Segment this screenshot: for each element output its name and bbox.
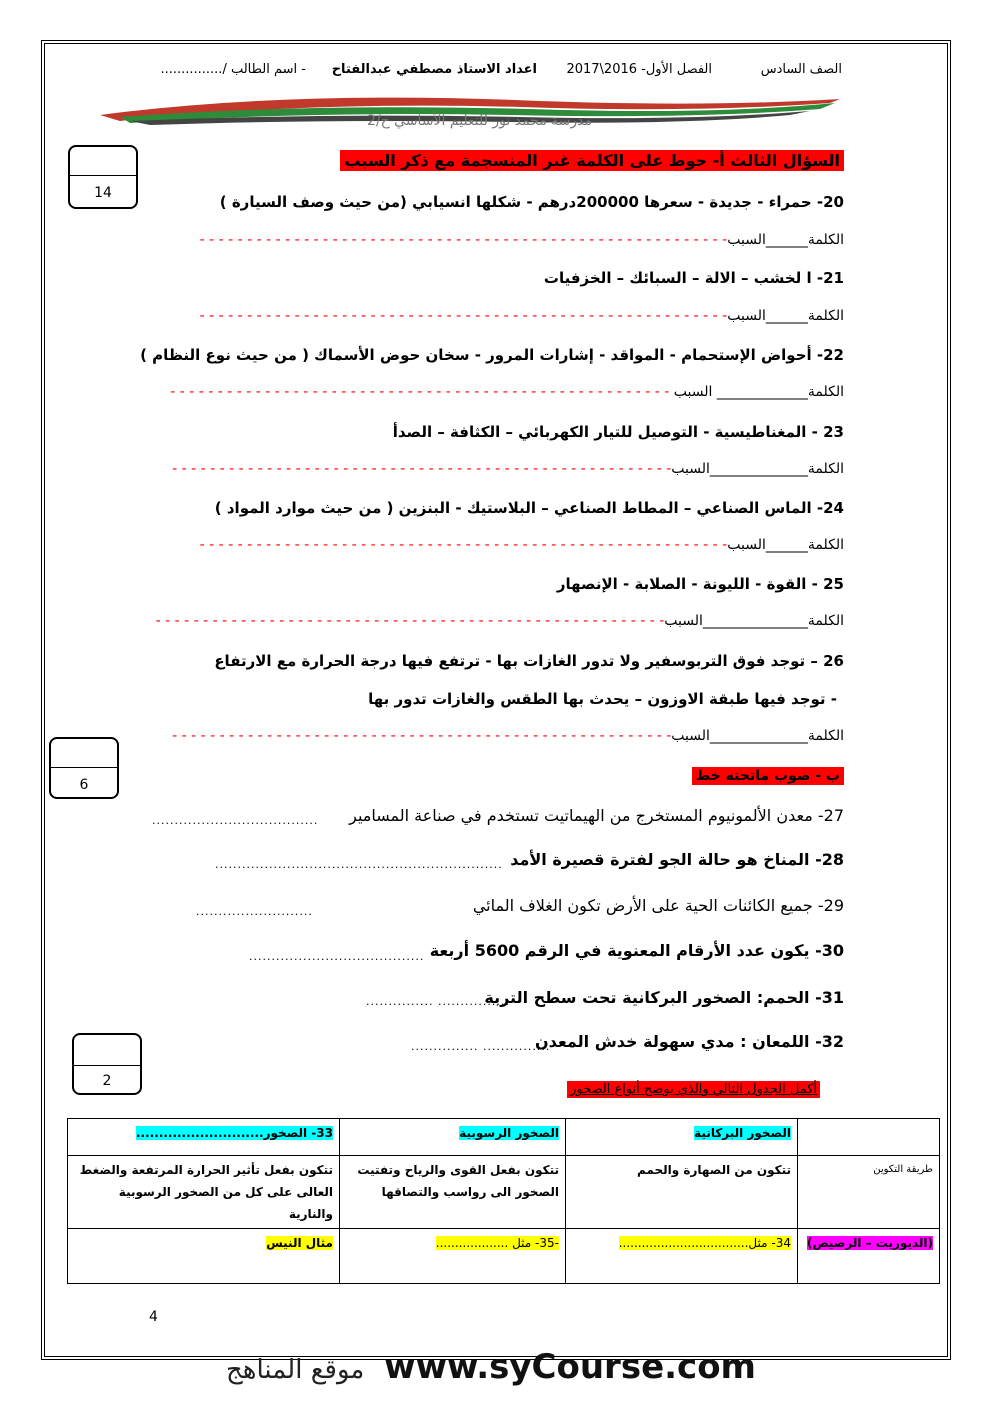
example-metamorphic: مثال النيس [68, 1229, 340, 1284]
table-header-row [68, 1119, 940, 1156]
student-name-field: - اسم الطالب /............... [160, 62, 306, 77]
section-a-title-text: السؤال الثالث أ- حوط على الكلمة غير المنسجمة مع ذكر السبب [340, 150, 844, 171]
reason-label: السبب [727, 232, 766, 248]
correction-line-32[interactable]: ............... ............... [411, 1040, 551, 1053]
question-21: 21- ا لخشب – الالة – السبائك – الخزفيات [543, 269, 844, 287]
correction-line-30[interactable]: ....................................... [249, 950, 425, 963]
table-title [567, 1078, 820, 1097]
table-header-sedimentary: الصخور الرسوبية [340, 1119, 566, 1156]
score-box-14 [68, 145, 138, 209]
formation-metamorphic: تتكون بفعل تأثير الحرارة المرتفعة والضغط العالى على كل من الصخور الرسوبية والنارية [68, 1156, 340, 1229]
statement-number: 29- [817, 896, 844, 915]
correction-line-31[interactable]: ............... ................ [366, 995, 510, 1008]
reason-label: السبب [671, 461, 710, 477]
statement-32 [535, 1032, 844, 1051]
table-header-volcanic: الصخور البركانية [566, 1119, 798, 1156]
example-label: (الديوريت – الرصيص) [798, 1229, 940, 1284]
score-value: 6 [79, 777, 89, 793]
question-26-line2: - توجد فيها طبقة الاوزون – يحدث بها الطقس والغازات تدور بها [368, 690, 837, 708]
statement-30 [430, 941, 844, 960]
section-b-title [692, 765, 844, 784]
correction-line-27[interactable]: ..................................... [152, 814, 319, 827]
question-25: 25 - القوة - الليونة - الصلابة - الإنصهار [556, 575, 844, 593]
word-label: الكلمة [807, 537, 844, 553]
example-sedimentary[interactable]: -35- مثل ................... [340, 1229, 566, 1284]
reason-label: السبب [727, 308, 766, 324]
answer-line-22[interactable]: الكلمة_____________ السبب - - - - - - - - - - - - - - - - - - - - - - - - - - - - - - - - - - - - - - - - - - - - - - - - - - - - - [170, 384, 844, 400]
statement-31 [484, 988, 844, 1007]
section-a-title [340, 151, 844, 170]
statement-text: جميع الكائنات الحية على الأرض تكون الغلاف المائي [472, 896, 813, 915]
statement-text: الحمم: الصخور البركانية تحت سطح التربة [484, 988, 810, 1007]
statement-number: 27- [817, 806, 844, 825]
formation-volcanic: تتكون من الصهارة والحمم [566, 1156, 798, 1229]
table-title-text: أكمل الجدول التالي والذي يوضح أنواع الصخور [567, 1081, 820, 1098]
footer-arabic: موقع المناهج [226, 1355, 365, 1385]
question-26: 26 – توجد فوق التربوسفير ولا تدور الغازات بها - ترتفع فيها درجة الحرارة مع الارتفاع [214, 652, 844, 670]
statement-29 [473, 896, 844, 915]
word-label: الكلمة [807, 728, 844, 744]
score-box-6 [49, 737, 119, 799]
correction-line-28[interactable]: ................................................................ [215, 858, 503, 871]
statement-number: 28- [815, 850, 844, 869]
statement-27 [349, 806, 844, 825]
answer-line-20[interactable]: الكلمة______السبب- - - - - - - - - - - - - - - - - - - - - - - - - - - - - - - - - - - - - - - - - - - - - - - - - - - - - - - - [199, 232, 844, 248]
page-number: 4 [149, 1309, 158, 1325]
rocks-table [67, 1118, 940, 1284]
formation-label: طريقة التكوين [798, 1156, 940, 1229]
reason-label: السبب [673, 384, 713, 400]
word-label: الكلمة [807, 384, 844, 400]
reason-label: السبب [727, 537, 766, 553]
question-24: 24- الماس الصناعي – المطاط الصناعي – البلاستيك - البنزين ( من حيث موارد المواد ) [214, 499, 844, 517]
answer-line-21[interactable]: الكلمة______السبب- - - - - - - - - - - - - - - - - - - - - - - - - - - - - - - - - - - - - - - - - - - - - - - - - - - - - - - - [199, 308, 844, 324]
answer-line-26[interactable]: الكلمة______________السبب- - - - - - - - - - - - - - - - - - - - - - - - - - - - - - - - - - - - - - - - - - - - - - - - - - - - - [172, 728, 844, 744]
statement-text: المناخ هو حالة الجو لفترة قصيرة الأمد [510, 850, 810, 869]
question-20: 20- حمراء - جديدة - سعرها 200000درهم - شكلها انسيابي (من حيث وصف السيارة ) [219, 193, 844, 211]
term-label: الفصل الأول- 2016\2017 [566, 62, 712, 77]
table-header-empty [798, 1119, 940, 1156]
statement-number: 32- [815, 1032, 844, 1051]
answer-line-24[interactable]: الكلمة______السبب- - - - - - - - - - - - - - - - - - - - - - - - - - - - - - - - - - - - - - - - - - - - - - - - - - - - - - - - [199, 537, 844, 553]
footer-logo [226, 1347, 756, 1387]
question-23: 23 - المغناطيسية - التوصيل للتيار الكهربائي – الكثافة – الصدأ [392, 423, 844, 441]
answer-line-25[interactable]: الكلمة_______________السبب- - - - - - - - - - - - - - - - - - - - - - - - - - - - - - - - - - - - - - - - - - - - - - - - - - - - - - [155, 613, 844, 629]
statement-text: معدن الألمونيوم المستخرج من الهيماتيت تستخدم في صناعة المسامير [349, 806, 813, 825]
correction-line-29[interactable]: .......................... [196, 905, 313, 918]
statement-number: 30- [815, 941, 844, 960]
formation-sedimentary: تتكون بفعل القوى والرياح وتفتيت الصخور الى رواسب والتصاقها [340, 1156, 566, 1229]
answer-line-23[interactable]: الكلمة______________السبب- - - - - - - - - - - - - - - - - - - - - - - - - - - - - - - - - - - - - - - - - - - - - - - - - - - - - [172, 461, 844, 477]
footer-url: www.syCourse.com [384, 1347, 756, 1387]
word-label: الكلمة [807, 232, 844, 248]
word-label: الكلمة [807, 613, 844, 629]
table-row-formation [68, 1156, 940, 1229]
reason-label: السبب [664, 613, 703, 629]
reason-label: السبب [671, 728, 710, 744]
word-label: الكلمة [807, 461, 844, 477]
school-banner-text: مدرسة محمد نور للتعليم الأساسي ح/2 [367, 113, 592, 129]
table-header-metamorphic[interactable]: 33- الصخور............................ [68, 1119, 340, 1156]
word-label: الكلمة [807, 308, 844, 324]
score-value: 2 [102, 1073, 112, 1089]
statement-text: يكون عدد الأرقام المعنوية في الرقم 5600 أربعة [429, 941, 810, 960]
question-22: 22- أحواض الإستحمام - المواقد - إشارات المرور - سخان حوض الأسماك ( من حيث نوع النظام ) [140, 346, 844, 364]
statement-text: اللمعان : مدي سهولة خدش المعدن [534, 1032, 810, 1051]
table-row-examples [68, 1229, 940, 1284]
example-volcanic[interactable]: 34- مثل.................................. [566, 1229, 798, 1284]
section-b-title-text: ب - صوب ماتحته خط [692, 767, 844, 785]
grade-label: الصف السادس [760, 62, 842, 77]
statement-28 [510, 850, 844, 869]
score-box-2 [72, 1033, 142, 1095]
score-value: 14 [94, 185, 112, 201]
teacher-label: اعداد الاستاذ مصطفي عبدالفتاح [331, 62, 537, 77]
statement-number: 31- [815, 988, 844, 1007]
